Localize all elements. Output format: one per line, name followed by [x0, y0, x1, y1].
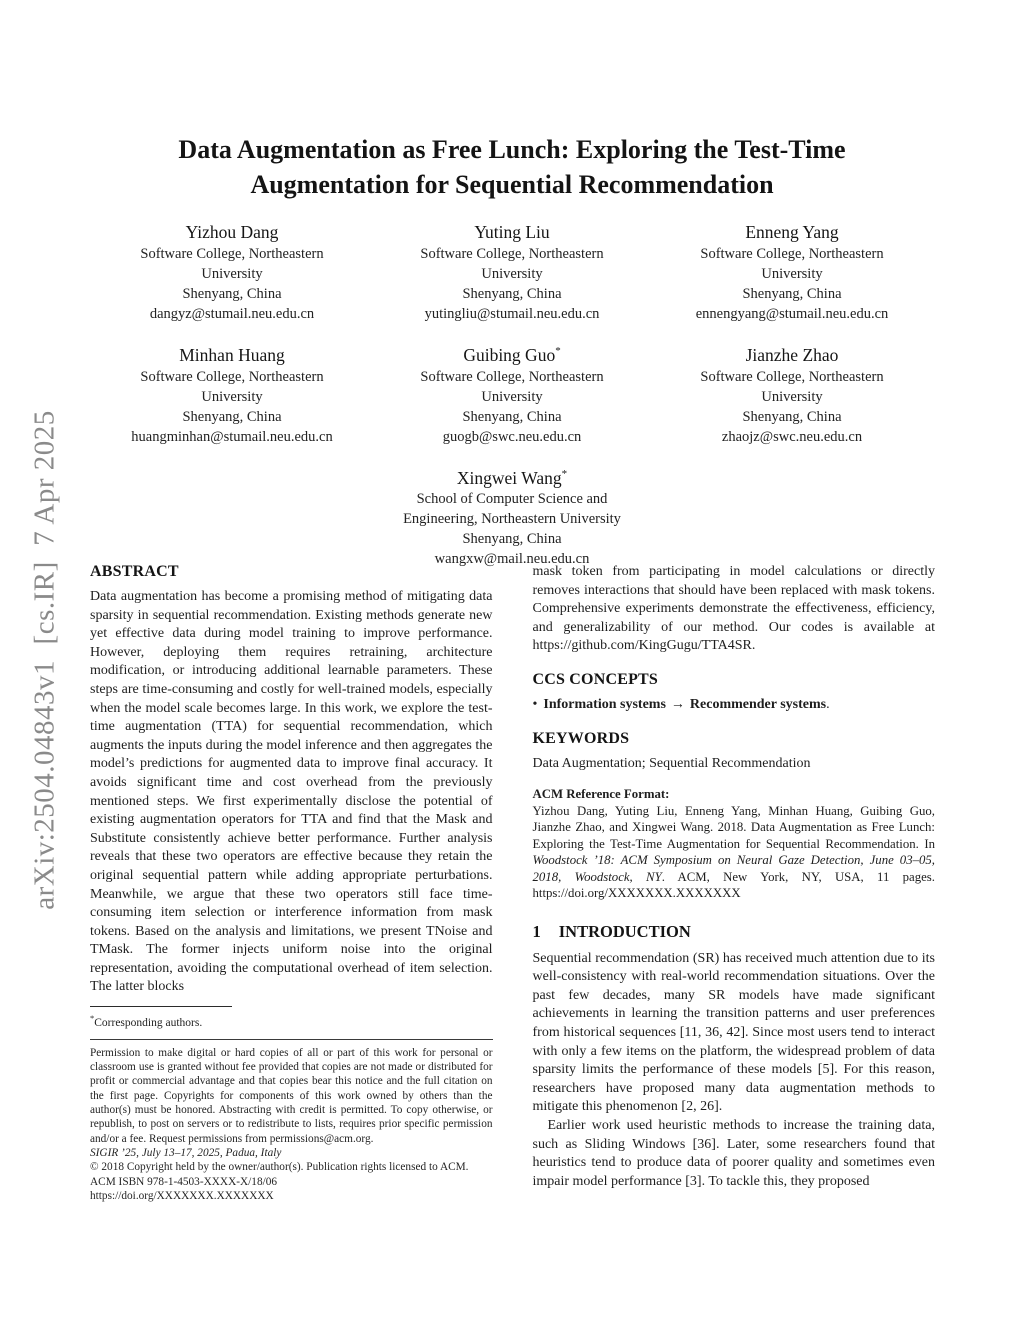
author-name-text: Guibing Guo [463, 344, 556, 365]
author-email: guogb@swc.neu.edu.cn [442, 428, 582, 445]
author-affiliation-line: Shenyang, China [462, 531, 562, 548]
keywords-text: Data Augmentation; Sequential Recommendation [532, 755, 811, 771]
permission-notice: Permission to make digital or hard copies of all or part of this work for personal or classroom use is granted without fee provided that copies are not made or distributed for profit or commercial advantage and that copies bear this notice and the full citation on the first page. Copyrights for components of this work owned by others than the author(s) must be honored. Abstracting with credit is permitted. To copy otherwise, or republish, to post on servers or to redistribute to lists, requires prior specific permission and/or a fee. Request permissions from permissions@acm.org. [90, 1046, 493, 1145]
author-name-text: Xingwei Wang [456, 467, 562, 488]
author-email: huangminhan@stumail.neu.edu.cn [131, 428, 333, 445]
introduction-paragraph-2: Earlier work used heuristic methods to increase the training data, such as Sliding Windows [36]. Later, some researchers found that heuristics tend to produce data of poorer quality and sometimes even impair model performance [3]. To tackle this, they proposed [532, 1118, 935, 1189]
corresponding-author-mark: * [555, 344, 561, 357]
author-affiliation-line: Software College, Northeastern [420, 368, 604, 385]
author-affiliation-line: University [761, 388, 823, 405]
abstract-text-part1: Data augmentation has become a promising method of mitigating data sparsity in sequential recommendation. Existing methods generate new yet effective data during model training to improve performance. However, deploying them requires retraining, architecture modification, or introducing additional learnable parameters. These steps are time-consuming and costly for well-trained models, especially when the model scale becomes large. In this work, we explore the test-time augmentation (TTA) for sequential recommendation, which augments the inputs during the model inference and then aggregates the model’s predictions for augmented data to improve final accuracy. It avoids significant time and cost overhead from the previously mentioned steps. We first experimentally disclose the potential of existing augmentation operators for TTA and find that the Mask and Substitute consistently achieve better performance. Further analysis reveals that these two operators are effective because they retain the original sequential pattern while adding appropriate perturbations. Meanwhile, we argue that these two operators still face time-consuming item selection or interference information from mask tokens. Based on the analysis and limitations, we present TNoise and TMask. The former injects uniform noise into the original representation, avoiding the computational overhead of item selection. The latter blocks [90, 589, 493, 995]
arxiv-watermark: arXiv:2504.04843v1 [cs.IR] 7 Apr 2025 [28, 410, 61, 910]
author-card [92, 339, 372, 447]
author-affiliation-line: School of Computer Science and [416, 491, 608, 508]
author-name [372, 339, 652, 367]
author-affiliation-line: University [761, 265, 823, 282]
keywords-heading: KEYWORDS [532, 729, 630, 747]
acm-reference-italic: Woodstock ’18: ACM Symposium on Neural Gaze Detection, June 03–05, 2018, Woodstock, NY [532, 853, 935, 884]
author-name [372, 462, 652, 490]
author-affiliation-line: Software College, Northeastern [140, 368, 324, 385]
section-title-text: INTRODUCTION [558, 921, 691, 941]
corresponding-author-mark: * [561, 467, 568, 480]
ccs-concept-to: Recommender systems [689, 696, 827, 712]
ccs-concept-from: Information systems [543, 696, 666, 712]
author-card [372, 339, 652, 447]
author-affiliation-line: Shenyang, China [182, 408, 282, 425]
ccs-concepts-heading: CCS CONCEPTS [532, 670, 659, 688]
footnote-text: Corresponding authors. [94, 1016, 203, 1029]
left-column [90, 563, 493, 1203]
author-affiliation-line: Engineering, Northeastern University [403, 511, 621, 528]
acm-reference-text [533, 803, 936, 902]
author-card [372, 216, 652, 324]
author-email: zhaojz@swc.neu.edu.cn [721, 428, 863, 445]
author-email: dangyz@stumail.neu.edu.cn [149, 305, 315, 322]
ccs-period: . [826, 696, 830, 712]
title-block [0, 132, 1024, 202]
author-name [92, 216, 372, 244]
author-email: yutingliu@stumail.neu.edu.cn [424, 305, 600, 322]
author-block [92, 216, 932, 584]
author-affiliation-line: Shenyang, China [742, 408, 842, 425]
author-affiliation-line: Shenyang, China [742, 285, 842, 302]
author-email: wangxw@mail.neu.edu.cn [434, 551, 590, 568]
author-affiliation-line: University [201, 265, 263, 282]
author-card [372, 462, 652, 570]
paper-title: Data Augmentation as Free Lunch: Exploring the Test-Time Augmentation for Sequential Recommendation [178, 135, 846, 199]
author-name-text: Jianzhe Zhao [745, 344, 839, 365]
author-affiliation-line: Shenyang, China [462, 285, 562, 302]
author-affiliation-line: Shenyang, China [182, 285, 282, 302]
footnote-marker: * [90, 1013, 95, 1024]
author-affiliation-line: University [201, 388, 263, 405]
author-name-text: Yuting Liu [474, 221, 550, 242]
right-column [533, 563, 936, 1203]
author-card [652, 216, 932, 324]
author-name [652, 216, 932, 244]
ccs-concepts-text [533, 696, 936, 715]
acm-reference-heading: ACM Reference Format: [532, 787, 670, 802]
author-affiliation-line: University [481, 388, 543, 405]
corresponding-authors-footnote [90, 1007, 493, 1037]
section-number: 1 [532, 921, 541, 941]
permission-divider [90, 1039, 493, 1040]
author-name-text: Minhan Huang [179, 344, 285, 365]
author-card [652, 339, 932, 447]
right-arrow-glyph: → [670, 696, 685, 712]
author-affiliation-line: Software College, Northeastern [140, 245, 324, 262]
author-affiliation-line: Software College, Northeastern [420, 245, 604, 262]
conference-info: SIGIR ’25, July 13–17, 2025, Padua, Italy [90, 1146, 282, 1159]
introduction-paragraph-1: Sequential recommendation (SR) has received much attention due to its well-consistency with real-world recommendation situations. Over the past few decades, many SR models have made significant achievements in learning the transition patterns and user preferences from historical sequences [11, 36, 42]. Since most users tend to interact with only a few items on the platform, the widespread problem of data sparsity limits the performance of these models [5]. For this reason, researchers have proposed many data augmentation methods to mitigate this phenomenon [2, 26]. [532, 950, 935, 1115]
two-column-body [90, 563, 935, 1203]
doi-line: https://doi.org/XXXXXXX.XXXXXXX [90, 1189, 274, 1202]
author-affiliation-line: Software College, Northeastern [700, 245, 884, 262]
author-name [372, 216, 652, 244]
author-name [652, 339, 932, 367]
abstract-heading: ABSTRACT [90, 563, 179, 580]
copyright-notice: © 2018 Copyright held by the owner/author(s). Publication rights licensed to ACM. [90, 1161, 469, 1174]
author-email: ennengyang@stumail.neu.edu.cn [695, 305, 889, 322]
author-name [92, 339, 372, 367]
author-affiliation-line: Software College, Northeastern [700, 368, 884, 385]
introduction-heading [533, 922, 936, 942]
author-name-text: Yizhou Dang [185, 221, 279, 242]
bullet-glyph: • [532, 696, 538, 712]
acm-reference-plain1: Yizhou Dang, Yuting Liu, Enneng Yang, Minhan Huang, Guibing Guo, Jianzhe Zhao, and Xingwei Wang. 2018. Data Augmentation as Free Lunch: Exploring the Test-Time Augmentation for Sequential Recommendation. In [532, 803, 935, 851]
acm-reference-plain2: . ACM, New York, NY, USA, 11 pages. https://doi.org/XXXXXXX.XXXXXXX [532, 869, 935, 901]
author-affiliation-line: University [481, 265, 543, 282]
author-affiliation-line: Shenyang, China [462, 408, 562, 425]
author-name-text: Enneng Yang [745, 221, 839, 242]
abstract-text-part2: mask token from participating in model calculations or directly removes interactions that should have been replaced with mask tokens. Comprehensive experiments demonstrate the effectiveness, efficiency, and generalizability of our method. Our codes is available at https://github.com/KingGugu/TTA4SR. [532, 564, 935, 654]
isbn-line: ACM ISBN 978-1-4503-XXXX-X/18/06 [90, 1175, 278, 1188]
author-card [92, 216, 372, 324]
